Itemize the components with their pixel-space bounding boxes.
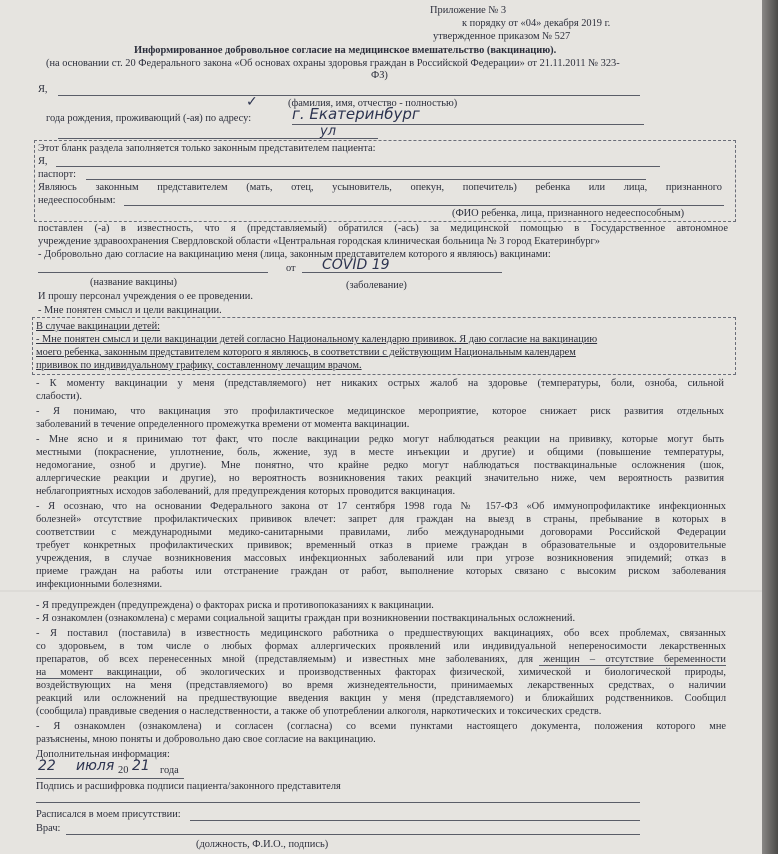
witness-label: Расписался в моем присутствии:: [36, 809, 181, 820]
child-line-1: - Мне понятен смысл и цели вакцинации детей согласно Национальному календарю прививок. Я даю согласие на вакцинацию: [36, 334, 598, 345]
handwritten-tick: ✓: [246, 94, 258, 110]
p3-line-2: местными (покраснение, уплотнение, боль, жжение, зуд в месте инъекции и другие) и общими (повышение температуры,: [36, 447, 724, 458]
p6-social-protection: - Я ознакомлен (ознакомлена) с мерами социальной защиты граждан при возникновении поствакцинальных осложнений.: [36, 613, 576, 624]
additional-info-label: Дополнительная информация:: [36, 749, 170, 760]
p7-line-7: (сообщила) правдивые сведения о наследственности, а также об употреблении алкоголя, наркотических и токсических средств.: [36, 706, 602, 717]
p4-line-4: требует конкретных профилактических прививок; временный отказ в приеме граждан в образовательные и оздоровительные: [36, 540, 726, 551]
p4-line-2: болезней» отсутствие профилактических прививок влечет: запрет для граждан на выезд в страны, пребывание в которых в: [36, 514, 726, 525]
p4-line-6: приеме граждан на работы или отстранение граждан от работ, выполнение которых связано с высоким риском заболевания: [36, 566, 726, 577]
date-field[interactable]: [36, 778, 184, 779]
child-line-2: моего ребенка, законным представителем которого я являюсь, в соответствии с действующим Национальным календарем: [36, 347, 576, 358]
address-field[interactable]: [292, 124, 644, 125]
handwritten-date-month: июля: [76, 758, 115, 774]
handwritten-city: г. Екатеринбург: [292, 105, 420, 123]
purpose-understood: - Мне понятен смысл и цели вакцинации.: [38, 305, 222, 316]
child-heading: В случае вакцинации детей:: [36, 321, 161, 332]
p2-line-2: заболеваний в течение определенного промежутка времени от момента вакцинации.: [36, 419, 410, 430]
p3-line-3: недомогание, озноб и другие). Мне понятно, что крайне редко могут наблюдаться поствакцинальные осложнения (шок,: [36, 460, 724, 471]
background-edge: [762, 0, 778, 854]
handwritten-date-day: 22: [38, 758, 56, 774]
guardian-i-label: Я,: [38, 156, 48, 167]
ward-fio-caption: (ФИО ребенка, лица, признанного недееспособным): [452, 208, 685, 219]
p1-line-2: слабости).: [36, 391, 82, 402]
ward-name-field[interactable]: [124, 205, 724, 206]
date-year-prefix: 20: [118, 765, 129, 776]
patient-name-field[interactable]: [58, 95, 640, 96]
doctor-field[interactable]: [66, 834, 640, 835]
document-title: Информированное добровольное согласие на медицинское вмешательство (вакцинацию).: [134, 45, 557, 56]
appendix-number: Приложение № 3: [430, 5, 507, 16]
paper-fold: [0, 590, 762, 592]
approved-by-order: утвержденное приказом № 527: [433, 31, 571, 42]
underline-women-b: [36, 678, 153, 679]
passport-label: паспорт:: [38, 169, 77, 180]
guardian-name-field[interactable]: [56, 166, 660, 167]
disease-caption: (заболевание): [346, 280, 407, 291]
date-suffix: года: [160, 765, 179, 776]
witness-field[interactable]: [190, 820, 640, 821]
p7-line-6: реакций или осложнений на предшествующие введения вакцин у меня (представляемого) и ближайших родственников. Сообщил: [36, 693, 726, 704]
informed-line-1: поставлен (-а) в известность, что я (представляемый) обратился (-ась) за медицинской помощью в Государственное автономное: [38, 223, 728, 234]
birth-year-address-label: года рождения, проживающий (-ая) по адресу:: [46, 113, 252, 124]
handwritten-disease: COVID 19: [322, 257, 390, 273]
child-line-3: прививок по индивидуальному графику, составленному лечащим врачом.: [36, 360, 362, 371]
order-reference: к порядку от «04» декабря 2019 г.: [462, 18, 611, 29]
guardian-status-line-2: недееспособным:: [38, 195, 116, 206]
from-word: от: [286, 263, 296, 274]
patient-i-label: Я,: [38, 84, 48, 95]
p4-line-1: - Я осознаю, что на основании Федерального закона от 17 сентября 1998 года № 157-ФЗ «Об иммунопрофилактике инфекционных: [36, 501, 726, 512]
handwritten-street: ул: [320, 124, 337, 139]
p8-line-2: разъяснены, мною поняты и добровольно даю свое согласие на вакцинацию.: [36, 734, 376, 745]
passport-field[interactable]: [86, 179, 646, 180]
legal-basis-line-2: ФЗ): [371, 70, 388, 81]
p4-line-3: соответствии с международными медико-санитарными правилами, либо международными договорами Российской Федерации: [36, 527, 726, 538]
p7-line-4: на момент вакцинации, об экологических и производственных факторах физической, химической и биологической природы,: [36, 667, 726, 678]
doctor-label: Врач:: [36, 823, 61, 834]
p1-line-1: - К моменту вакцинации у меня (представляемого) нет никаких острых жалоб на здоровье (температуры, боли, озноба, сильной: [36, 378, 724, 389]
handwritten-date-year: 21: [132, 758, 150, 774]
p7-line-3: препаратов, об всех перенесенных мной (представляемым) и известных мне заболеваниях, для женщин – отсутствие беременности: [36, 654, 726, 665]
legal-basis-line-1: (на основании ст. 20 Федерального закона «Об основах охраны здоровья граждан в Российской Федерации» от 21.11.2011 № 323-: [46, 58, 620, 69]
vaccine-caption: (название вакцины): [90, 277, 178, 288]
doctor-caption: (должность, Ф.И.О., подпись): [196, 839, 329, 850]
p8-line-1: - Я ознакомлен (ознакомлена) и согласен (согласна) со всеми пунктами настоящего документа, положения которого мне: [36, 721, 726, 732]
vaccine-name-field[interactable]: [38, 272, 268, 273]
ask-staff: И прошу персонал учреждения о ее проведении.: [38, 291, 253, 302]
underline-women-a: [539, 665, 726, 666]
fio-caption: (фамилия, имя, отчество - полностью): [288, 98, 458, 109]
consent-to-vaccines: - Добровольно даю согласие на вакцинацию меня (лица, законным представителем которого я являюсь) вакцинами:: [38, 249, 551, 260]
signature-field[interactable]: [36, 802, 640, 803]
address-field-continued[interactable]: [58, 138, 378, 139]
p7-line-1: - Я поставил (поставила) в известность медицинского работника о предшествующих вакцинациях, обо всех проблемах, связанных: [36, 628, 726, 639]
p4-line-7: инфекционными болезнями.: [36, 579, 163, 590]
p5-risk-factors: - Я предупрежден (предупреждена) о факторах риска и противопоказаниях к вакцинации.: [36, 600, 434, 611]
p7-line-2: со здоровьем, в том числе о любых формах аллергических проявлений или индивидуальной непереносимости лекарственных: [36, 641, 726, 652]
p2-line-1: - Я понимаю, что вакцинация это профилактическое медицинское мероприятие, которое снижает риск развития отдельных: [36, 406, 724, 417]
p7-line-5: воздействующих на меня (представляемого) во время жизнедеятельности, принимаемых лекарственных средствах, о наличии: [36, 680, 726, 691]
p3-line-1: - Мне ясно и я принимаю тот факт, что после вакцинации редко могут наблюдаться реакции на прививку, которые могут быть: [36, 434, 724, 445]
signature-label: Подпись и расшифровка подписи пациента/законного представителя: [36, 781, 341, 792]
p3-line-5: неблагоприятных исходов заболеваний, для предупреждения которых проводится вакцинация.: [36, 486, 456, 497]
guardian-status-line-1: Являюсь законным представителем (мать, отец, усыновитель, опекун, попечитель) ребенка или лица, признанного: [38, 182, 722, 193]
p4-line-5: учреждения, в случае возникновения массовых инфекционных заболеваний или при угрозе возникновения эпидемий; отказ в: [36, 553, 726, 564]
p3-line-4: аллергические реакции и другие), но вероятность возникновения таких реакций значительно ниже, чем вероятность развития: [36, 473, 724, 484]
guardian-note: Этот бланк раздела заполняется только законным представителем пациента:: [38, 143, 376, 154]
informed-line-2: учреждение здравоохранения Свердловской области «Центральная городская клиническая больница № 3 город Екатеринбург»: [38, 236, 600, 247]
